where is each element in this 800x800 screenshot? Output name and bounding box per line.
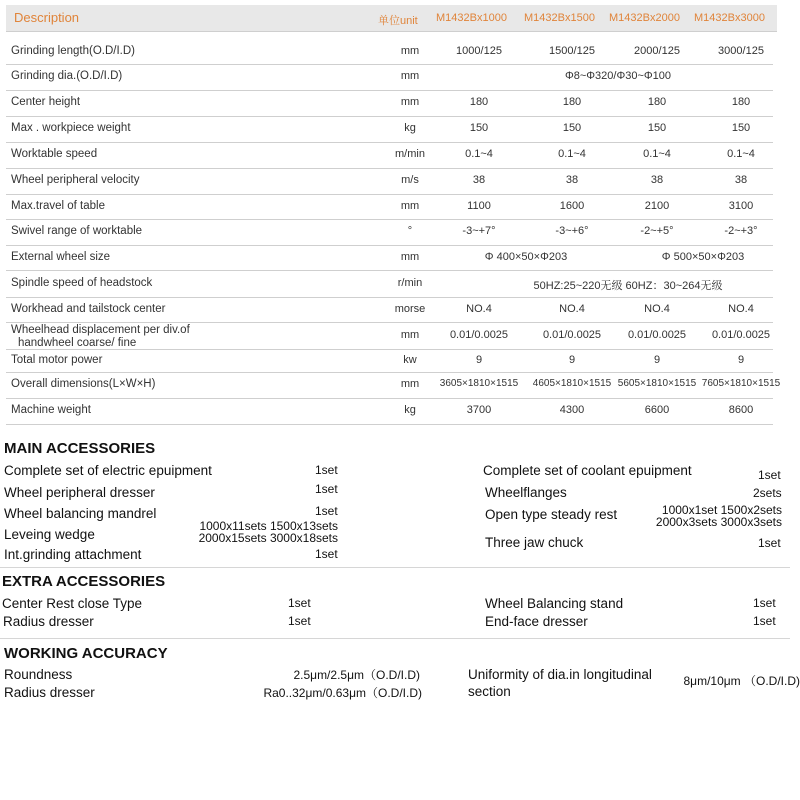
spec-value: 9 — [475, 354, 483, 366]
accuracy-name: Roundness — [4, 667, 73, 682]
spec-row — [6, 349, 773, 373]
spec-row — [6, 116, 773, 143]
spec-value: 0.1~4 — [465, 148, 493, 160]
spec-unit: mm — [400, 45, 420, 57]
model-heading: M1432Bx3000 — [694, 12, 765, 24]
spec-value: 38 — [734, 174, 748, 186]
spec-value: 50HZ:25~220无级 60HZ：30~264无级 — [533, 280, 723, 292]
spec-value: 38 — [565, 174, 579, 186]
spec-value: 3605×1810×1515 — [439, 378, 519, 389]
accessory-qty: 2000x3sets 3000x3sets — [655, 515, 782, 529]
accessory-qty: 1000x11sets 1500x13sets — [199, 519, 338, 533]
spec-value: 1100 — [467, 200, 491, 212]
spec-row — [6, 270, 773, 298]
spec-value: -2~+3° — [724, 225, 758, 237]
accessory-name: Complete set of electric epuipment — [4, 463, 212, 478]
accessory-qty: 1set — [753, 614, 776, 628]
spec-unit: mm — [400, 251, 420, 263]
table-header — [6, 5, 777, 32]
spec-unit: mm — [400, 200, 420, 212]
spec-value: 150 — [731, 122, 751, 134]
unit-heading: 单位unit — [378, 15, 418, 27]
spec-unit: m/s — [401, 174, 419, 186]
model-heading: M1432Bx2000 — [609, 12, 680, 24]
spec-label: Grinding dia.(O.D/I.D) — [11, 70, 123, 82]
spec-value: NO.4 — [644, 303, 670, 315]
accessory-qty: 1set — [315, 547, 338, 561]
spec-value: 1500/125 — [549, 45, 595, 57]
spec-value: 1000/125 — [456, 45, 502, 57]
accessory-name: Center Rest close Type — [2, 596, 143, 611]
spec-value: 9 — [737, 354, 745, 366]
spec-value: Φ 500×50×Φ203 — [661, 251, 745, 263]
accessory-qty: 2000x15sets 3000x18sets — [198, 531, 338, 545]
spec-label: Workhead and tailstock center — [11, 303, 166, 315]
accessory-name: End-face dresser — [485, 614, 588, 629]
accuracy-value: Ra0..32μm/0.63μm（O.D/I.D) — [263, 686, 422, 700]
spec-unit: ° — [407, 225, 413, 237]
spec-value: 0.1~4 — [643, 148, 671, 160]
spec-row — [6, 372, 781, 399]
spec-value: 0.1~4 — [727, 148, 755, 160]
spec-value: 180 — [647, 96, 667, 108]
spec-row — [6, 322, 773, 350]
spec-value: 3000/125 — [718, 45, 764, 57]
spec-value: 0.01/0.0025 — [711, 329, 771, 341]
spec-unit: morse — [394, 303, 426, 315]
spec-value: 6600 — [644, 404, 670, 416]
spec-unit: mm — [400, 70, 420, 82]
spec-value: 5605×1810×1515 — [617, 378, 697, 389]
model-heading: M1432Bx1500 — [524, 12, 595, 24]
spec-label: Total motor power — [11, 354, 103, 366]
divider — [0, 567, 790, 568]
accessory-name: Three jaw chuck — [485, 535, 584, 550]
spec-value: 180 — [562, 96, 582, 108]
spec-value: 4605×1810×1515 — [532, 378, 612, 389]
spec-row — [6, 194, 773, 220]
spec-value: -3~+7° — [462, 225, 496, 237]
spec-value: 2100 — [644, 200, 670, 212]
spec-value: 0.1~4 — [558, 148, 586, 160]
spec-row — [6, 142, 773, 169]
accuracy-value: 8μm/10μm （O.D/I.D) — [683, 674, 800, 688]
spec-label: Max.travel of table — [11, 200, 105, 212]
spec-value: 180 — [731, 96, 751, 108]
accuracy-name: section — [468, 684, 511, 699]
spec-label: Swivel range of worktable — [11, 225, 143, 237]
description-heading: Description — [14, 10, 80, 25]
accessory-qty: 1set — [758, 536, 781, 550]
spec-row — [6, 40, 773, 65]
main-accessories-title: MAIN ACCESSORIES — [4, 440, 156, 457]
spec-unit: r/min — [397, 277, 423, 289]
spec-value: NO.4 — [466, 303, 492, 315]
accessory-qty: 1set — [758, 468, 781, 482]
accessory-qty: 2sets — [753, 486, 782, 500]
spec-row — [6, 297, 773, 323]
accessory-name: Complete set of coolant epuipment — [483, 463, 692, 478]
spec-row — [6, 64, 773, 91]
accessory-qty: 1set — [288, 614, 311, 628]
spec-label: Machine weight — [11, 404, 91, 416]
spec-value: -2~+5° — [640, 225, 674, 237]
spec-label: Center height — [11, 96, 81, 108]
spec-value: 0.01/0.0025 — [449, 329, 509, 341]
accessory-qty: 1set — [315, 463, 338, 477]
accessory-name: Wheel balancing mandrel — [4, 506, 157, 521]
accessory-qty: 1set — [753, 596, 776, 610]
accessory-name: Wheel peripheral dresser — [4, 485, 155, 500]
accuracy-name: Uniformity of dia.in longitudinal — [468, 667, 652, 682]
spec-unit: kw — [403, 354, 417, 366]
accessory-qty: 1000x1set 1500x2sets — [661, 503, 782, 517]
spec-value: 0.01/0.0025 — [542, 329, 602, 341]
spec-value: 3700 — [466, 404, 492, 416]
spec-label: Wheel peripheral velocity — [11, 174, 140, 186]
spec-value: 4300 — [559, 404, 585, 416]
spec-label: Max . workpiece weight — [11, 122, 131, 134]
spec-value: Φ 400×50×Φ203 — [484, 251, 568, 263]
divider — [0, 638, 790, 639]
spec-value: -3~+6° — [555, 225, 589, 237]
accessory-qty: 1set — [315, 482, 338, 496]
spec-label: Wheelhead displacement per div.of — [11, 324, 190, 336]
accuracy-name: Radius dresser — [4, 685, 95, 700]
spec-label: External wheel size — [11, 251, 111, 263]
accessory-qty: 1set — [315, 504, 338, 518]
spec-value: 0.01/0.0025 — [627, 329, 687, 341]
spec-value: NO.4 — [728, 303, 754, 315]
accuracy-value: 2.5μm/2.5μm（O.D/I.D) — [293, 668, 420, 682]
spec-unit: mm — [400, 329, 420, 341]
accessory-name: Radius dresser — [3, 614, 94, 629]
spec-unit: mm — [400, 96, 420, 108]
spec-row — [6, 245, 773, 271]
spec-row — [6, 398, 773, 425]
spec-value: 150 — [562, 122, 582, 134]
model-heading: M1432Bx1000 — [436, 12, 507, 24]
spec-label: Worktable speed — [11, 148, 98, 160]
accessory-name: Wheel Balancing stand — [485, 596, 624, 611]
spec-value: 7605×1810×1515 — [701, 378, 781, 389]
spec-label: Overall dimensions(L×W×H) — [11, 378, 156, 390]
spec-label: handwheel coarse/ fine — [18, 337, 137, 349]
spec-value: 3100 — [728, 200, 754, 212]
spec-label: Grinding length(O.D/I.D) — [11, 45, 135, 57]
accessory-qty: 1set — [288, 596, 311, 610]
extra-accessories-title: EXTRA ACCESSORIES — [2, 573, 166, 590]
spec-unit: mm — [400, 378, 420, 390]
spec-row — [6, 219, 773, 246]
spec-row — [6, 90, 773, 117]
spec-value: 150 — [469, 122, 489, 134]
spec-unit: kg — [404, 122, 416, 134]
spec-value: 2000/125 — [634, 45, 680, 57]
spec-row — [6, 168, 773, 195]
accessory-name: Leveing wedge — [4, 527, 95, 542]
spec-label: Spindle speed of headstock — [11, 277, 153, 289]
spec-value: 9 — [653, 354, 661, 366]
spec-value: 38 — [650, 174, 664, 186]
spec-value: 9 — [568, 354, 576, 366]
spec-unit: kg — [404, 404, 416, 416]
spec-value: 1600 — [559, 200, 585, 212]
accessory-name: Open type steady rest — [485, 507, 618, 522]
spec-value: 38 — [472, 174, 486, 186]
accessory-name: Int.grinding attachment — [4, 547, 142, 562]
accessory-name: Wheelflanges — [485, 485, 567, 500]
spec-value: 150 — [647, 122, 667, 134]
spec-value: NO.4 — [559, 303, 585, 315]
spec-unit: m/min — [395, 148, 425, 160]
working-accuracy-title: WORKING ACCURACY — [4, 645, 168, 662]
spec-value: 8600 — [728, 404, 754, 416]
spec-value: Φ8~Φ320/Φ30~Φ100 — [564, 70, 672, 82]
spec-value: 180 — [469, 96, 489, 108]
